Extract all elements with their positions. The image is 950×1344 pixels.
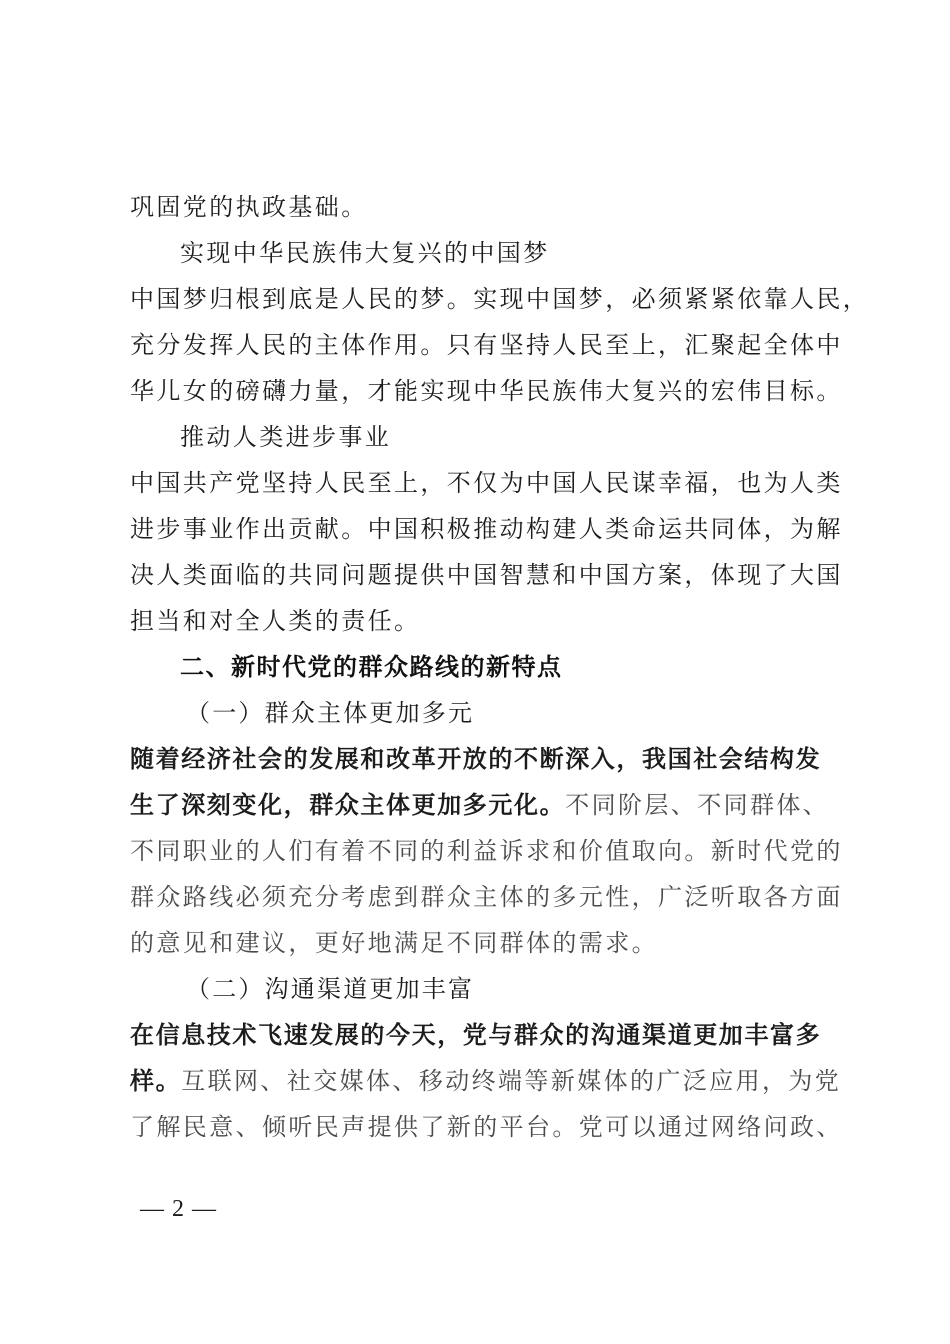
paragraph-line: 巩固党的执政基础。 bbox=[130, 193, 368, 221]
bold-text: 样。 bbox=[130, 1066, 182, 1095]
paragraph-line: 随着经济社会的发展和改革开放的不断深入，我国社会结构发 bbox=[130, 744, 822, 773]
paragraph-line: 进步事业作出贡献。中国积极推动构建人类命运共同体，为解 bbox=[130, 515, 843, 543]
paragraph-line: 不同职业的人们有着不同的利益诉求和价值取向。新时代党的 bbox=[130, 837, 843, 865]
paragraph-line bbox=[130, 1066, 841, 1096]
paragraph-line bbox=[130, 790, 829, 820]
paragraph-line: 华儿女的磅礴力量，才能实现中华民族伟大复兴的宏伟目标。 bbox=[130, 377, 843, 405]
heading-level-2: （一）群众主体更加多元 bbox=[186, 699, 475, 727]
heading-level-2: （二）沟通渠道更加丰富 bbox=[186, 975, 475, 1003]
paragraph-line: 了解民意、倾听民声提供了新的平台。党可以通过网络问政、 bbox=[130, 1113, 843, 1141]
paragraph-line: 的意见和建议，更好地满足不同群体的需求。 bbox=[130, 929, 658, 957]
paragraph-line: 中国共产党坚持人民至上，不仅为中国人民谋幸福，也为人类 bbox=[130, 469, 843, 497]
paragraph-line: 中国梦归根到底是人民的梦。实现中国梦，必须紧紧依靠人民， bbox=[130, 285, 870, 313]
section-title: 推动人类进步事业 bbox=[180, 423, 392, 451]
plain-text: 互联网、社交媒体、移动终端等新媒体的广泛应用，为党 bbox=[181, 1067, 842, 1095]
section-title: 实现中华民族伟大复兴的中国梦 bbox=[180, 239, 550, 267]
paragraph-line: 在信息技术飞速发展的今天，党与群众的沟通渠道更加丰富多 bbox=[130, 1020, 822, 1049]
bold-text: 生了深刻变化，群众主体更加多元化。 bbox=[130, 790, 566, 819]
heading-level-1: 二、新时代党的群众路线的新特点 bbox=[180, 653, 563, 681]
paragraph-line: 决人类面临的共同问题提供中国智慧和中国方案，体现了大国 bbox=[130, 561, 843, 589]
page-number: — 2 — bbox=[140, 1196, 217, 1222]
paragraph-line: 担当和对全人类的责任。 bbox=[130, 607, 421, 635]
paragraph-line: 群众路线必须充分考虑到群众主体的多元性，广泛听取各方面 bbox=[130, 883, 843, 911]
paragraph-line: 充分发挥人民的主体作用。只有坚持人民至上，汇聚起全体中 bbox=[130, 331, 843, 359]
plain-text: 不同阶层、不同群体、 bbox=[565, 791, 830, 819]
